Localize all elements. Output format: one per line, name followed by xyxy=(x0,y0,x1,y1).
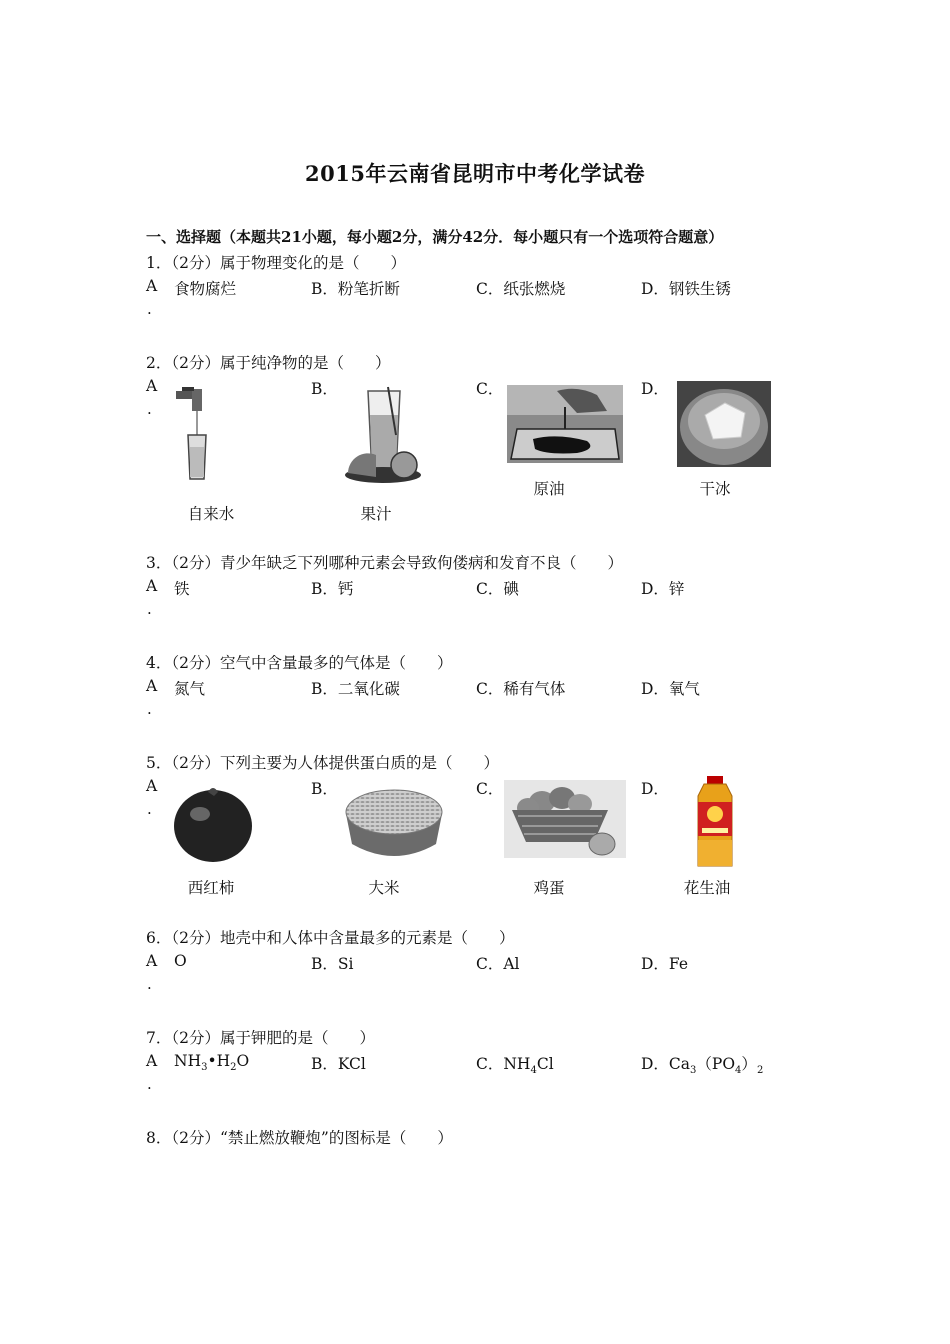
q4-option-a-dot: . xyxy=(147,700,152,718)
q7-option-a xyxy=(174,1052,249,1073)
q7-option-a-letter: A xyxy=(146,1052,158,1070)
q2-option-a-letter: A xyxy=(146,377,158,395)
q7-a-part3: O xyxy=(236,1052,250,1070)
q2-caption-b: 果汁 xyxy=(360,505,392,523)
question-6-stem: 6．（2分）地壳中和人体中含量最多的元素是（ ） xyxy=(146,929,515,947)
q1-option-a-dot: . xyxy=(147,300,152,318)
crude-oil-image xyxy=(507,385,623,463)
q2-caption-a: 自来水 xyxy=(187,505,235,523)
q2-option-d: D． xyxy=(641,380,669,398)
q5-caption-d: 花生油 xyxy=(683,879,731,897)
q7-a-sub2: 2 xyxy=(230,1062,237,1074)
q5-option-d: D． xyxy=(641,780,669,798)
q4-option-d: D．氧气 xyxy=(641,680,700,698)
q7-option-a-dot: . xyxy=(147,1075,152,1093)
q1-option-a-letter: A xyxy=(146,277,158,295)
q3-option-a-letter: A xyxy=(146,577,158,595)
q2-caption-c: 原油 xyxy=(533,480,565,498)
q7-option-b: B．KCl xyxy=(311,1055,366,1073)
q7-c-part2: Cl xyxy=(536,1055,554,1073)
q4-option-c: C．稀有气体 xyxy=(476,680,566,698)
q7-d-part3: ） xyxy=(741,1055,757,1073)
q1-option-d: D．钢铁生锈 xyxy=(641,280,731,298)
q3-option-d: D．锌 xyxy=(641,580,685,598)
q7-c-sub4: 4 xyxy=(530,1065,537,1077)
q1-option-a: 食物腐烂 xyxy=(174,280,237,298)
q1-option-c: C．纸张燃烧 xyxy=(476,280,566,298)
question-3-stem: 3．（2分）青少年缺乏下列哪种元素会导致佝偻病和发育不良（ ） xyxy=(146,554,623,572)
q5-caption-c: 鸡蛋 xyxy=(533,879,565,897)
q5-caption-a: 西红柿 xyxy=(187,879,235,897)
q3-option-a: 铁 xyxy=(174,580,190,598)
q7-c-part1: C．NH xyxy=(476,1055,531,1073)
q7-a-part1: NH xyxy=(174,1052,202,1070)
q3-option-a-dot: . xyxy=(147,600,152,618)
eggs-image xyxy=(504,780,626,858)
q2-caption-d: 干冰 xyxy=(699,480,731,498)
tomato-image xyxy=(170,780,256,864)
peanut-oil-image xyxy=(692,774,738,870)
q7-option-c xyxy=(476,1052,554,1076)
q5-option-c: C． xyxy=(476,780,504,798)
q7-option-d xyxy=(641,1052,763,1076)
question-7-stem: 7．（2分）属于钾肥的是（ ） xyxy=(146,1029,375,1047)
dry-ice-image xyxy=(677,381,771,467)
q4-option-a: 氮气 xyxy=(174,680,206,698)
rice-image xyxy=(340,784,448,862)
question-1-stem: 1．（2分）属于物理变化的是（ ） xyxy=(146,254,406,272)
juice-image xyxy=(338,385,428,485)
q1-option-b: B．粉笔折断 xyxy=(311,280,400,298)
section-heading: 一、选择题（本题共21小题，每小题2分，满分42分．每小题只有一个选项符合题意） xyxy=(146,228,724,246)
q7-a-sub3: 3 xyxy=(201,1062,208,1074)
q5-option-a-letter: A xyxy=(146,777,158,795)
q2-option-a-dot: . xyxy=(147,400,152,418)
q2-option-b: B． xyxy=(311,380,338,398)
q6-option-b: B．Si xyxy=(311,955,354,973)
question-5-stem: 5．（2分）下列主要为人体提供蛋白质的是（ ） xyxy=(146,754,499,772)
q5-option-b: B． xyxy=(311,780,338,798)
q4-option-b: B．二氧化碳 xyxy=(311,680,400,698)
question-2-stem: 2．（2分）属于纯净物的是（ ） xyxy=(146,354,391,372)
question-4-stem: 4．（2分）空气中含量最多的气体是（ ） xyxy=(146,654,453,672)
q3-option-c: C．碘 xyxy=(476,580,519,598)
q5-caption-b: 大米 xyxy=(368,879,400,897)
q6-option-a: O xyxy=(174,952,187,970)
q7-d-sub2: 2 xyxy=(756,1065,764,1077)
question-8-stem: 8．（2分）“禁止燃放鞭炮”的图标是（ ） xyxy=(146,1129,453,1147)
q3-option-b: B．钙 xyxy=(311,580,354,598)
q6-option-a-dot: . xyxy=(147,975,152,993)
q6-option-c: C．Al xyxy=(476,955,520,973)
q6-option-d: D．Fe xyxy=(641,955,689,973)
q7-d-part2: （PO xyxy=(696,1055,736,1073)
page-title: 2015年云南省昆明市中考化学试卷 xyxy=(305,161,645,186)
q7-a-part2: •H xyxy=(207,1052,231,1070)
q4-option-a-letter: A xyxy=(146,677,158,695)
q6-option-a-letter: A xyxy=(146,952,158,970)
q2-option-c: C． xyxy=(476,380,504,398)
q7-d-sub3: 3 xyxy=(690,1065,697,1077)
q7-d-part1: D．Ca xyxy=(641,1055,691,1073)
q5-option-a-dot: . xyxy=(147,800,152,818)
q7-d-sub4: 4 xyxy=(735,1065,742,1077)
tap-water-image xyxy=(168,385,238,485)
